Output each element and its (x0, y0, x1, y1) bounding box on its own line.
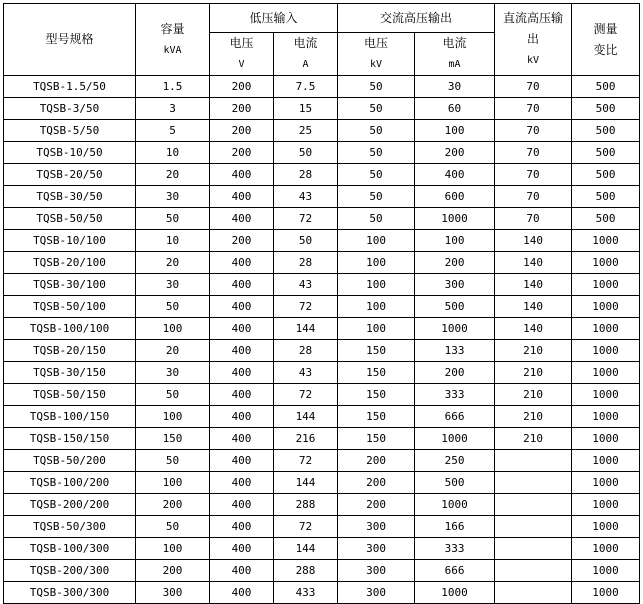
table-row (4, 120, 640, 142)
cell-lv-voltage: 200 (210, 98, 274, 120)
cell-capacity: 1.5 (136, 76, 210, 98)
cell-lv-current: 28 (274, 340, 338, 362)
cell-capacity: 50 (136, 296, 210, 318)
cell-model: TQSB-5/50 (4, 120, 136, 142)
cell-dc-output: 140 (495, 230, 572, 252)
cell-lv-voltage: 400 (210, 494, 274, 516)
cell-dc-output: 210 (495, 428, 572, 450)
cell-model: TQSB-100/150 (4, 406, 136, 428)
cell-ratio: 1000 (572, 274, 640, 296)
cell-capacity: 20 (136, 252, 210, 274)
cell-hv-voltage: 50 (338, 76, 415, 98)
lv-current-header (274, 33, 338, 76)
lv-voltage-label: 电压 (229, 36, 254, 50)
cell-hv-current: 133 (415, 340, 495, 362)
cell-capacity: 50 (136, 384, 210, 406)
cell-dc-output: 70 (495, 120, 572, 142)
cell-capacity: 10 (136, 230, 210, 252)
hv-current-unit: mA (448, 59, 461, 70)
cell-ratio: 1000 (572, 450, 640, 472)
table-row (4, 76, 640, 98)
cell-ratio: 1000 (572, 230, 640, 252)
dc-hv-output-header (495, 4, 572, 76)
table-row (4, 98, 640, 120)
cell-hv-voltage: 300 (338, 582, 415, 604)
cell-capacity: 100 (136, 538, 210, 560)
hv-current-header (415, 33, 495, 76)
cell-hv-voltage: 50 (338, 186, 415, 208)
table-row (4, 406, 640, 428)
cell-hv-voltage: 300 (338, 538, 415, 560)
cell-hv-current: 1000 (415, 208, 495, 230)
lv-voltage-header (210, 33, 274, 76)
cell-hv-voltage: 100 (338, 230, 415, 252)
cell-hv-current: 200 (415, 142, 495, 164)
cell-model: TQSB-20/150 (4, 340, 136, 362)
cell-dc-output (495, 450, 572, 472)
cell-hv-current: 600 (415, 186, 495, 208)
cell-capacity: 30 (136, 186, 210, 208)
cell-ratio: 1000 (572, 384, 640, 406)
cell-hv-voltage: 100 (338, 252, 415, 274)
cell-lv-voltage: 400 (210, 274, 274, 296)
lv-voltage-unit: V (238, 59, 245, 70)
cell-lv-current: 28 (274, 252, 338, 274)
cell-hv-voltage: 200 (338, 472, 415, 494)
cell-model: TQSB-10/100 (4, 230, 136, 252)
cell-lv-current: 50 (274, 230, 338, 252)
table-row (4, 230, 640, 252)
cell-lv-voltage: 400 (210, 472, 274, 494)
cell-lv-voltage: 400 (210, 516, 274, 538)
cell-hv-voltage: 100 (338, 274, 415, 296)
cell-lv-current: 43 (274, 186, 338, 208)
spec-table (3, 3, 640, 604)
cell-ratio: 500 (572, 120, 640, 142)
cell-hv-voltage: 300 (338, 560, 415, 582)
ratio-header (572, 4, 640, 76)
table-row (4, 538, 640, 560)
table-row (4, 582, 640, 604)
cell-ratio: 1000 (572, 516, 640, 538)
table-row (4, 560, 640, 582)
cell-hv-voltage: 50 (338, 98, 415, 120)
table-row (4, 494, 640, 516)
table-row (4, 516, 640, 538)
cell-lv-current: 72 (274, 208, 338, 230)
cell-hv-current: 1000 (415, 318, 495, 340)
cell-model: TQSB-200/200 (4, 494, 136, 516)
table-row (4, 384, 640, 406)
cell-hv-voltage: 150 (338, 384, 415, 406)
cell-ratio: 1000 (572, 296, 640, 318)
table-row (4, 472, 640, 494)
cell-lv-current: 50 (274, 142, 338, 164)
cell-dc-output: 70 (495, 76, 572, 98)
cell-hv-current: 500 (415, 472, 495, 494)
cell-dc-output: 70 (495, 98, 572, 120)
cell-lv-current: 43 (274, 274, 338, 296)
cell-dc-output (495, 472, 572, 494)
cell-ratio: 500 (572, 76, 640, 98)
cell-hv-voltage: 300 (338, 516, 415, 538)
cell-model: TQSB-50/300 (4, 516, 136, 538)
ac-hv-output-header: 交流高压输出 (338, 4, 495, 33)
ratio-label-line1: 测量 (593, 21, 618, 36)
cell-lv-current: 144 (274, 538, 338, 560)
cell-capacity: 5 (136, 120, 210, 142)
cell-dc-output (495, 494, 572, 516)
cell-model: TQSB-30/150 (4, 362, 136, 384)
cell-lv-voltage: 400 (210, 362, 274, 384)
cell-lv-current: 72 (274, 516, 338, 538)
cell-lv-voltage: 400 (210, 296, 274, 318)
cell-dc-output: 210 (495, 384, 572, 406)
cell-lv-voltage: 400 (210, 318, 274, 340)
cell-capacity: 30 (136, 362, 210, 384)
cell-hv-voltage: 100 (338, 318, 415, 340)
cell-hv-voltage: 200 (338, 450, 415, 472)
cell-hv-current: 250 (415, 450, 495, 472)
dc-label-line1: 直流高压输 (503, 11, 564, 25)
cell-hv-current: 666 (415, 406, 495, 428)
table-row (4, 142, 640, 164)
cell-ratio: 500 (572, 98, 640, 120)
table-row (4, 296, 640, 318)
cell-hv-voltage: 100 (338, 296, 415, 318)
cell-model: TQSB-20/100 (4, 252, 136, 274)
cell-model: TQSB-150/150 (4, 428, 136, 450)
cell-lv-voltage: 200 (210, 76, 274, 98)
cell-hv-current: 1000 (415, 494, 495, 516)
cell-lv-current: 144 (274, 318, 338, 340)
cell-capacity: 100 (136, 318, 210, 340)
cell-hv-current: 333 (415, 384, 495, 406)
hv-voltage-unit: kV (369, 59, 383, 70)
cell-dc-output: 140 (495, 318, 572, 340)
cell-ratio: 1000 (572, 428, 640, 450)
cell-lv-voltage: 400 (210, 560, 274, 582)
cell-dc-output: 70 (495, 142, 572, 164)
table-row (4, 252, 640, 274)
cell-hv-voltage: 150 (338, 362, 415, 384)
cell-lv-voltage: 400 (210, 252, 274, 274)
table-row (4, 428, 640, 450)
cell-hv-voltage: 50 (338, 164, 415, 186)
cell-model: TQSB-100/300 (4, 538, 136, 560)
cell-hv-current: 100 (415, 230, 495, 252)
cell-model: TQSB-30/50 (4, 186, 136, 208)
cell-hv-current: 333 (415, 538, 495, 560)
cell-ratio: 1000 (572, 472, 640, 494)
cell-dc-output: 140 (495, 274, 572, 296)
cell-ratio: 1000 (572, 560, 640, 582)
table-row (4, 362, 640, 384)
cell-model: TQSB-10/50 (4, 142, 136, 164)
cell-dc-output: 210 (495, 340, 572, 362)
cell-ratio: 1000 (572, 362, 640, 384)
cell-dc-output (495, 538, 572, 560)
cell-ratio: 500 (572, 142, 640, 164)
cell-lv-current: 216 (274, 428, 338, 450)
cell-model: TQSB-3/50 (4, 98, 136, 120)
table-row (4, 274, 640, 296)
col-model-header: 型号规格 (4, 4, 136, 76)
cell-model: TQSB-50/200 (4, 450, 136, 472)
cell-hv-current: 200 (415, 252, 495, 274)
table-row (4, 208, 640, 230)
cell-hv-current: 1000 (415, 582, 495, 604)
col-capacity-header (136, 4, 210, 76)
cell-model: TQSB-100/200 (4, 472, 136, 494)
table-row (4, 186, 640, 208)
cell-ratio: 500 (572, 208, 640, 230)
cell-lv-voltage: 400 (210, 186, 274, 208)
cell-ratio: 1000 (572, 538, 640, 560)
cell-hv-current: 100 (415, 120, 495, 142)
hv-voltage-label: 电压 (364, 36, 389, 50)
cell-model: TQSB-50/100 (4, 296, 136, 318)
cell-dc-output: 70 (495, 186, 572, 208)
cell-capacity: 100 (136, 472, 210, 494)
cell-hv-current: 400 (415, 164, 495, 186)
cell-ratio: 1000 (572, 494, 640, 516)
cell-capacity: 20 (136, 340, 210, 362)
cell-hv-voltage: 150 (338, 340, 415, 362)
cell-capacity: 50 (136, 450, 210, 472)
cell-ratio: 500 (572, 164, 640, 186)
hv-voltage-header (338, 33, 415, 76)
cell-lv-current: 7.5 (274, 76, 338, 98)
cell-ratio: 1000 (572, 252, 640, 274)
cell-lv-current: 72 (274, 296, 338, 318)
cell-lv-voltage: 400 (210, 582, 274, 604)
cell-model: TQSB-200/300 (4, 560, 136, 582)
cell-lv-voltage: 200 (210, 142, 274, 164)
cell-lv-current: 28 (274, 164, 338, 186)
cell-hv-current: 1000 (415, 428, 495, 450)
capacity-unit: kVA (163, 44, 182, 56)
hv-current-label: 电流 (442, 36, 467, 50)
cell-ratio: 1000 (572, 582, 640, 604)
cell-lv-voltage: 400 (210, 340, 274, 362)
cell-hv-voltage: 150 (338, 406, 415, 428)
cell-hv-current: 200 (415, 362, 495, 384)
cell-ratio: 500 (572, 186, 640, 208)
lv-current-unit: A (302, 59, 309, 70)
cell-dc-output (495, 582, 572, 604)
lv-current-label: 电流 (293, 36, 318, 50)
cell-capacity: 200 (136, 494, 210, 516)
ratio-label-line2: 变比 (593, 42, 618, 57)
cell-lv-current: 144 (274, 406, 338, 428)
cell-lv-current: 288 (274, 494, 338, 516)
cell-lv-voltage: 200 (210, 230, 274, 252)
cell-hv-voltage: 150 (338, 428, 415, 450)
cell-hv-voltage: 200 (338, 494, 415, 516)
cell-capacity: 50 (136, 208, 210, 230)
cell-model: TQSB-30/100 (4, 274, 136, 296)
cell-model: TQSB-300/300 (4, 582, 136, 604)
cell-dc-output (495, 560, 572, 582)
cell-capacity: 150 (136, 428, 210, 450)
cell-capacity: 300 (136, 582, 210, 604)
cell-capacity: 50 (136, 516, 210, 538)
table-row (4, 318, 640, 340)
table-row (4, 450, 640, 472)
cell-lv-voltage: 400 (210, 428, 274, 450)
cell-hv-current: 60 (415, 98, 495, 120)
cell-ratio: 1000 (572, 340, 640, 362)
cell-ratio: 1000 (572, 318, 640, 340)
cell-lv-current: 15 (274, 98, 338, 120)
cell-lv-current: 72 (274, 450, 338, 472)
cell-lv-voltage: 400 (210, 450, 274, 472)
cell-hv-current: 500 (415, 296, 495, 318)
cell-capacity: 10 (136, 142, 210, 164)
cell-lv-current: 43 (274, 362, 338, 384)
cell-capacity: 20 (136, 164, 210, 186)
cell-lv-voltage: 400 (210, 538, 274, 560)
cell-lv-current: 25 (274, 120, 338, 142)
cell-ratio: 1000 (572, 406, 640, 428)
cell-hv-current: 30 (415, 76, 495, 98)
cell-lv-voltage: 200 (210, 120, 274, 142)
cell-dc-output: 210 (495, 362, 572, 384)
cell-hv-current: 666 (415, 560, 495, 582)
cell-lv-current: 144 (274, 472, 338, 494)
cell-lv-voltage: 400 (210, 164, 274, 186)
cell-dc-output: 70 (495, 164, 572, 186)
cell-dc-output: 140 (495, 252, 572, 274)
cell-model: TQSB-1.5/50 (4, 76, 136, 98)
cell-model: TQSB-50/150 (4, 384, 136, 406)
dc-label-line2: 出 (527, 32, 540, 46)
dc-unit: kV (527, 55, 540, 66)
spec-table-body (4, 76, 640, 604)
cell-lv-current: 288 (274, 560, 338, 582)
cell-lv-voltage: 400 (210, 208, 274, 230)
cell-capacity: 3 (136, 98, 210, 120)
cell-dc-output: 210 (495, 406, 572, 428)
cell-model: TQSB-20/50 (4, 164, 136, 186)
cell-capacity: 200 (136, 560, 210, 582)
table-row (4, 340, 640, 362)
cell-lv-voltage: 400 (210, 406, 274, 428)
capacity-label: 容量 (160, 21, 185, 36)
cell-capacity: 100 (136, 406, 210, 428)
cell-model: TQSB-50/50 (4, 208, 136, 230)
cell-hv-voltage: 50 (338, 208, 415, 230)
cell-dc-output: 140 (495, 296, 572, 318)
cell-lv-current: 72 (274, 384, 338, 406)
cell-model: TQSB-100/100 (4, 318, 136, 340)
cell-hv-voltage: 50 (338, 120, 415, 142)
cell-capacity: 30 (136, 274, 210, 296)
cell-hv-voltage: 50 (338, 142, 415, 164)
lv-input-header: 低压输入 (210, 4, 338, 33)
table-row (4, 164, 640, 186)
cell-lv-voltage: 400 (210, 384, 274, 406)
header-row-1 (4, 4, 640, 33)
cell-hv-current: 300 (415, 274, 495, 296)
cell-dc-output (495, 516, 572, 538)
cell-hv-current: 166 (415, 516, 495, 538)
cell-lv-current: 433 (274, 582, 338, 604)
cell-dc-output: 70 (495, 208, 572, 230)
